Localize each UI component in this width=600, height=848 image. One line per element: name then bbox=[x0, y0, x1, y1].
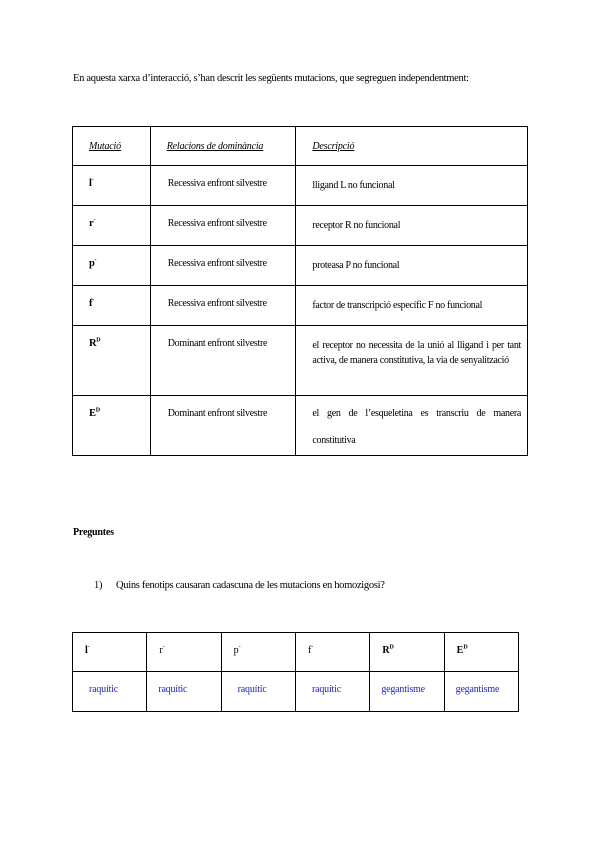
mutation-cell: r- bbox=[73, 206, 151, 246]
phenotype-value-row bbox=[73, 672, 519, 712]
table-row bbox=[73, 396, 528, 456]
description-cell: receptor R no funcional bbox=[296, 206, 528, 246]
phenotype-header-cell: l- bbox=[73, 633, 147, 672]
mutation-cell: $E^D$ bbox=[73, 396, 151, 456]
table-row bbox=[73, 206, 528, 246]
table-row bbox=[73, 246, 528, 286]
phenotype-header-cell: f- bbox=[295, 633, 369, 672]
dominance-cell: Recessiva enfront silvestre bbox=[150, 286, 296, 326]
phenotype-answer: gegantisme bbox=[444, 672, 518, 712]
table-row bbox=[73, 286, 528, 326]
mutation-cell: f- bbox=[73, 286, 151, 326]
question-text: Quins fenotips causaran cadascuna de les mutacions en homozigosi? bbox=[116, 580, 385, 591]
phenotype-answer: raquític bbox=[221, 672, 295, 712]
question-1 bbox=[94, 580, 385, 591]
table-row bbox=[73, 166, 528, 206]
header-dominance: Relacions de dominància bbox=[150, 127, 296, 166]
dominance-cell: Recessiva enfront silvestre bbox=[150, 246, 296, 286]
dominance-cell: Dominant enfront silvestre bbox=[150, 396, 296, 456]
table-row bbox=[73, 326, 528, 396]
phenotype-table bbox=[72, 632, 519, 712]
phenotype-answer: raquític bbox=[147, 672, 221, 712]
dominance-cell: Dominant enfront silvestre bbox=[150, 326, 296, 396]
phenotype-header-row bbox=[73, 633, 519, 672]
intro-paragraph: En aquesta xarxa d’interacció, s’han descrit les següents mutacions, que segreguen independentment: bbox=[73, 73, 469, 84]
mutation-cell: p- bbox=[73, 246, 151, 286]
description-cell: lligand L no funcional bbox=[296, 166, 528, 206]
description-cell: proteasa P no funcional bbox=[296, 246, 528, 286]
phenotype-answer: raquític bbox=[295, 672, 369, 712]
header-mutation: Mutació bbox=[73, 127, 151, 166]
description-cell: factor de transcripció específic F no funcional bbox=[296, 286, 528, 326]
header-description: Descripció bbox=[296, 127, 528, 166]
dominance-cell: Recessiva enfront silvestre bbox=[150, 206, 296, 246]
phenotype-answer: gegantisme bbox=[370, 672, 444, 712]
description-cell: el receptor no necessita de la unió al lligand i per tant activa, de manera constitutiva, la via de senyalització bbox=[296, 326, 528, 396]
phenotype-header-cell: $E^D$ bbox=[444, 633, 518, 672]
mutation-table-header bbox=[73, 127, 528, 166]
phenotype-header-cell: p- bbox=[221, 633, 295, 672]
phenotype-header-cell: $R^D$ bbox=[370, 633, 444, 672]
question-number: 1) bbox=[94, 580, 103, 591]
description-cell: el gen de l’esqueletina es transcriu de manera constitutiva bbox=[296, 396, 528, 456]
phenotype-answer: raquític bbox=[73, 672, 147, 712]
dominance-cell: Recessiva enfront silvestre bbox=[150, 166, 296, 206]
mutation-table bbox=[72, 126, 528, 456]
mutation-cell: l- bbox=[73, 166, 151, 206]
phenotype-header-cell: r- bbox=[147, 633, 221, 672]
mutation-cell: $R^D$ bbox=[73, 326, 151, 396]
section-title: Preguntes bbox=[73, 527, 114, 538]
